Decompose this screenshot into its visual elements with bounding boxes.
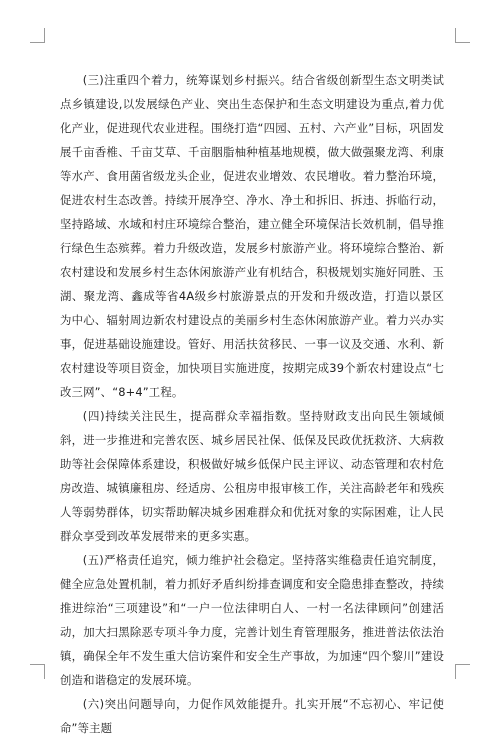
- paragraph-livelihood: (四)持续关注民生，提高群众幸福指数。坚持财政支出向民生领域倾斜，进一步推进和完善农医、城乡居民社保、低保及民政优抚救济、大病救助等社会保障体系建设，积极做好城乡低保户民主评议、动态管理和农村危房改造、城镇廉租房、经适房、公租房申报审核工作，关注高龄老年和残疾人等弱势群体，切实帮助解决城乡困难群众和优抚对象的实际困难，让人民群众享受到改革发展带来的更多实惠。: [60, 409, 444, 543]
- paragraph-rural-revitalization: (三)注重四个着力，统筹谋划乡村振兴。结合省级创新型生态文明类试点乡镇建设,以发展绿色产业、突出生态保护和生态文明建设为重点,着力优化产业，促进现代农业进程。围绕打造“四园、五村、六产业”目标，巩固发展千亩香椎、千亩艾草、千亩胭脂柚种植基地规模，做大做强聚龙湾、利康等水产、食用菌省级龙头企业，促进农业增效、农民增收。着力整治环境，促进农村生态改善。持续开展净空、净水、净土和拆旧、拆违、拆临行动，坚持路域、水域和村庄环境综合整治，建立健全环境保洁长效机制，倡导推行绿色生态殡葬。着力升级改造，发展乡村旅游产业。将环境综合整治、新农村建设和发展乡村生态休闲旅游产业有机结合，积极规划实施好同胜、玉湖、聚龙湾、鑫成等省4A级乡村旅游景点的开发和升级改造，打造以景区为中心、辐射周边新农村建设点的美丽乡村生态休闲旅游产业。着力兴办实事，促进基础设施建设。管好、用活扶贫移民、一事一议及交通、水利、新农村建设等项目资金，加快项目实施进度，按期完成39个新农村建设点“七改三网”、“8+4”工程。: [60, 73, 444, 399]
- crop-mark-bottom-right: [455, 664, 470, 679]
- document-body: [60, 68, 444, 740]
- crop-mark-top-right: [455, 28, 470, 43]
- paragraph-work-style: (六)突出问题导向，力促作风效能提升。扎实开展“不忘初心、牢记使命”等主题: [60, 697, 444, 735]
- paragraph-social-stability: (五)严格责任追究，倾力维护社会稳定。坚持落实维稳责任追究制度，健全应急处置机制，着力抓好矛盾纠纷排查调度和安全隐患排查整改，持续推进综治“三项建设”和“一户一位法律明白人、一村一名法律顾问”创建活动，加大扫黑除恶专项斗争力度，完善计划生育管理服务，推进普法依法治镇，确保全年不发生重大信访案件和安全生产事故，为加速“四个黎川”建设创造和谐稳定的发展环境。: [60, 553, 444, 687]
- crop-mark-bottom-left: [30, 664, 45, 679]
- crop-mark-top-left: [30, 28, 45, 43]
